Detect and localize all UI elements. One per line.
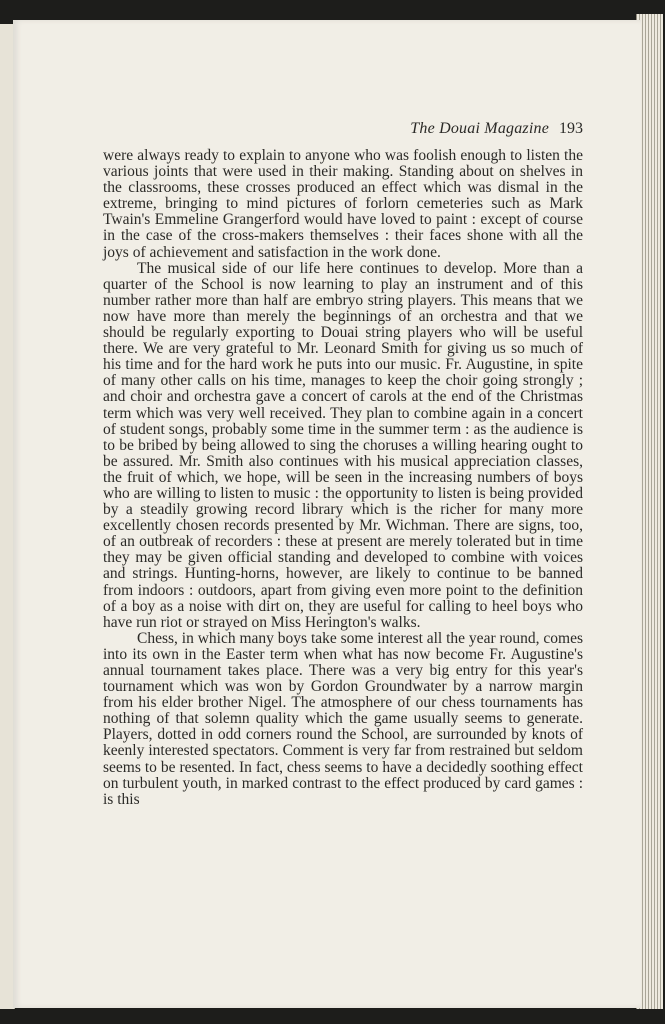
paragraph-chess: Chess, in which many boys take some interest all the year round, comes into its own in the Easter term when what has now become Fr. Augustine's annual tournament takes place. There was a very big entry for this year's tournament which was won by Gordon Groundwater by a narrow margin from his elder brother Nigel. The atmosphere of our chess tournaments has nothing of that solemn quality which the game usually seems to generate. Players, dotted in odd corners round the School, are surrounded by knots of keenly interested spectators. Comment is very far from restrained but seldom seems to be resented. In fact, chess seems to have a decidedly soothing effect on turbulent youth, in marked contrast to the effect produced by card games : is this [103,629,583,808]
running-head [13,120,583,138]
article-body [103,148,583,808]
magazine-title: The Douai Magazine [410,120,549,137]
book-page [13,20,641,1008]
paragraph-music: The musical side of our life here continues to develop. More than a quarter of the School is now learning to play an instrument and of this number rather more than half are embryo string players. This means that we now have more than merely the beginnings of an orchestra and that we should be regularly exporting to Douai string players who will be useful there. We are very grateful to Mr. Leonard Smith for giving us so much of his time and for the hard work he puts into our music. Fr. Augustine, in spite of many other calls on his time, manages to keep the choir going strongly ; and choir and orchestra gave a concert of carols at the end of the Christmas term which was very well received. They plan to combine again in a concert of student songs, probably some time in the summer term : as the audience is to be bribed by being allowed to sing the choruses a willing hearing ought to be assured. Mr. Smith also continues with his musical appreciation classes, the fruit of which, we hope, will be seen in the increasing numbers of boys who are willing to listen to music : the opportunity to listen is being provided by a steadily growing record library which is the richer for many more excellently chosen records presented by Mr. Wichman. There are signs, too, of an outbreak of recorders : these at present are merely tolerated but in time they may be given official standing and developed to combine with voices and strings. Hunting-horns, however, are likely to continue to be banned from indoors : outdoors, apart from giving even more point to the definition of a boy as a noise with dirt on, they are useful for calling to heel boys who have run riot or strayed on Miss Herington's walks. [103,259,583,631]
page-number: 193 [559,120,583,137]
paragraph-crosses: were always ready to explain to anyone who was foolish enough to listen the various joints that were used in their making. Standing about on shelves in the classrooms, these crosses produced an effect which was dismal in the extreme, bringing to mind pictures of forlorn cemeteries such as Mark Twain's Emmeline Grangerford would have loved to paint : except of course in the case of the cross-makers themselves : their faces shone with all the joys of achievement and satisfaction in the work done. [103,147,583,261]
